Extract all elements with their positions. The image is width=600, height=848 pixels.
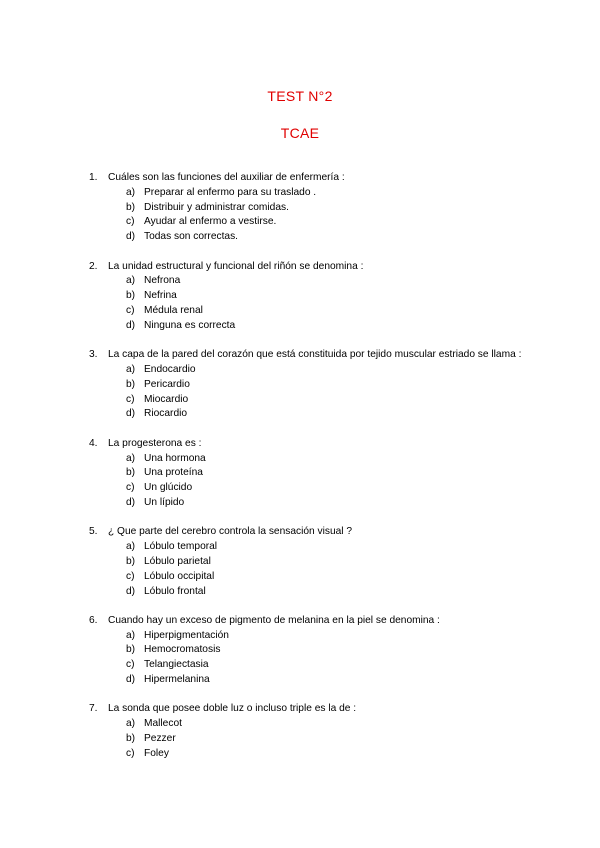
option <box>126 585 539 600</box>
option <box>126 186 539 201</box>
option-letter: b) <box>126 644 136 656</box>
option-text: Preparar al enfermo para su traslado . <box>144 186 317 198</box>
option-letter: d) <box>126 585 136 597</box>
option <box>126 378 539 393</box>
option <box>126 540 539 555</box>
option-text: Lóbulo occipital <box>144 570 215 582</box>
option-text: Un lípido <box>144 496 185 508</box>
question-text: La unidad estructural y funcional del riñón se denomina : <box>108 260 364 272</box>
question-1 <box>89 171 539 245</box>
option <box>126 717 539 732</box>
question-4 <box>89 437 539 511</box>
option <box>126 452 539 467</box>
question-5 <box>89 525 539 599</box>
question-6 <box>89 614 539 688</box>
question-text: ¿ Que parte del cerebro controla la sensación visual ? <box>108 526 353 538</box>
option-letter: b) <box>126 467 136 479</box>
option-list <box>89 363 539 422</box>
option <box>126 215 539 230</box>
question-number: 3. <box>89 349 98 361</box>
question-number: 1. <box>89 172 98 183</box>
option <box>126 496 539 511</box>
option-letter: d) <box>126 496 136 508</box>
option-text: Nefrona <box>144 275 181 287</box>
option-text: Telangiectasia <box>144 659 209 671</box>
option-text: Hemocromatosis <box>144 644 221 656</box>
option <box>126 747 539 762</box>
option-letter: c) <box>126 304 135 316</box>
option-text: Una hormona <box>144 452 206 464</box>
option-letter: a) <box>126 541 136 553</box>
option <box>126 643 539 658</box>
option-text: Ninguna es correcta <box>144 319 236 331</box>
option-list <box>89 540 539 599</box>
option-text: Ayudar al enfermo a vestirse. <box>144 216 277 228</box>
option-text: Hiperpigmentación <box>144 629 229 641</box>
page-subtitle: TCAE <box>280 125 320 141</box>
option-letter: d) <box>126 231 136 243</box>
option <box>126 274 539 289</box>
option-text: Foley <box>144 747 169 759</box>
question-number: 5. <box>89 526 98 538</box>
question-list <box>89 171 539 776</box>
option-list <box>89 629 539 688</box>
option <box>126 319 539 334</box>
option <box>126 629 539 644</box>
option-letter: b) <box>126 555 136 567</box>
option-text: Distribuir y administrar comidas. <box>144 201 289 213</box>
option-letter: d) <box>126 408 136 420</box>
option <box>126 201 539 216</box>
option <box>126 304 539 319</box>
option-letter: a) <box>126 363 136 375</box>
option-list <box>89 274 539 333</box>
option-letter: c) <box>126 570 135 582</box>
question-text: Cuáles son las funciones del auxiliar de enfermería : <box>108 172 345 183</box>
option-list <box>89 717 539 761</box>
option <box>126 407 539 422</box>
question-number: 6. <box>89 614 98 626</box>
option-letter: c) <box>126 747 135 759</box>
option-letter: c) <box>126 659 135 671</box>
option-list <box>89 452 539 511</box>
question-number: 2. <box>89 260 98 272</box>
option <box>126 673 539 688</box>
option <box>126 466 539 481</box>
question-text: La capa de la pared del corazón que está constituida por tejido muscular estriado se llama : <box>108 349 522 361</box>
option-letter: d) <box>126 319 136 331</box>
option-letter: a) <box>126 186 136 198</box>
option-text: Nefrina <box>144 290 177 302</box>
option-letter: a) <box>126 629 136 641</box>
option <box>126 393 539 408</box>
option-text: Riocardio <box>144 408 188 420</box>
option-text: Pezzer <box>144 733 176 745</box>
option-text: Hipermelanina <box>144 674 210 686</box>
option-letter: d) <box>126 674 136 686</box>
question-7 <box>89 702 539 761</box>
option-letter: b) <box>126 378 136 390</box>
option-letter: b) <box>126 201 136 213</box>
question-3 <box>89 348 539 422</box>
option-text: Lóbulo parietal <box>144 555 211 567</box>
option-letter: a) <box>126 275 136 287</box>
option-letter: b) <box>126 290 136 302</box>
option <box>126 481 539 496</box>
option-text: Una proteína <box>144 467 203 479</box>
option <box>126 289 539 304</box>
option-text: Miocardio <box>144 393 189 405</box>
option-letter: c) <box>126 482 135 494</box>
option-text: Lóbulo temporal <box>144 541 218 553</box>
option-text: Pericardio <box>144 378 190 390</box>
option <box>126 658 539 673</box>
option-text: Mallecot <box>144 718 182 730</box>
question-text: Cuando hay un exceso de pigmento de melanina en la piel se denomina : <box>108 614 440 626</box>
question-2 <box>89 260 539 334</box>
option-text: Un glúcido <box>144 482 193 494</box>
option-text: Lóbulo frontal <box>144 585 206 597</box>
option-list <box>89 186 539 245</box>
question-text: La progesterona es : <box>108 437 202 449</box>
option <box>126 363 539 378</box>
option <box>126 732 539 747</box>
option-letter: b) <box>126 733 136 745</box>
option-text: Todas son correctas. <box>144 231 238 243</box>
option-text: Endocardio <box>144 363 196 375</box>
option-letter: c) <box>126 393 135 405</box>
question-text: La sonda que posee doble luz o incluso triple es la de : <box>108 703 357 715</box>
option-letter: a) <box>126 718 136 730</box>
option-text: Médula renal <box>144 304 203 316</box>
question-number: 4. <box>89 437 98 449</box>
question-number: 7. <box>89 703 98 715</box>
option <box>126 555 539 570</box>
page-title: TEST N°2 <box>267 88 333 104</box>
option-letter: a) <box>126 452 136 464</box>
option <box>126 230 539 245</box>
option-letter: c) <box>126 216 135 228</box>
option <box>126 570 539 585</box>
